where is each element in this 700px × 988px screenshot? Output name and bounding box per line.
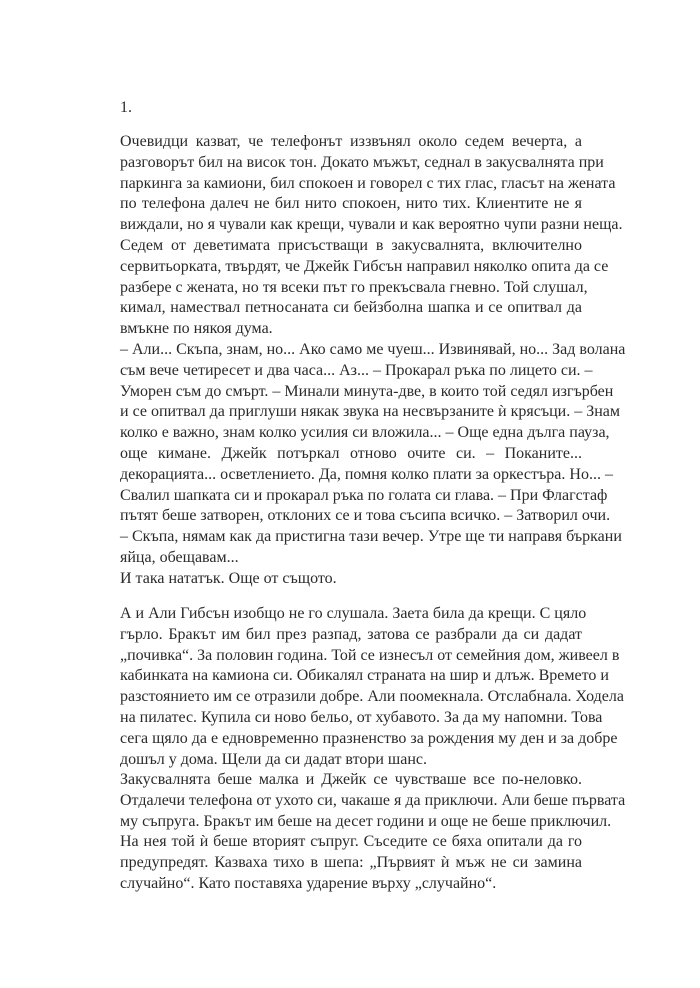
paragraph-line: Закусвалнята беше малка и Джейк се чувстваше все по-неловко.: [120, 771, 582, 788]
paragraph-line: разстоянието им се отразили добре. Али поомекнала. Отслабнала. Ходела: [120, 688, 624, 706]
paragraph-line: виждали, но я чували как крещи, чували и как вероятно чупи разни неща.: [120, 216, 623, 234]
paragraph-3: [120, 569, 582, 590]
paragraph-line: пътят беше затворен, отклоних се и това съсипа всичко. – Затворил очи.: [120, 507, 611, 525]
paragraph-line: Уморен съм до смърт. – Минали минута-две, в които той седял изгърбен: [120, 382, 614, 400]
paragraph-line: вмъкне по някоя дума.: [120, 320, 273, 338]
paragraph-line: кимал, намествал петносаната си бейзболна шапка и се опитвал да: [120, 299, 582, 317]
paragraph-line: И така нататък. Още от същото.: [120, 570, 337, 587]
paragraph-line: разговорът бил на висок тон. Докато мъжът, седнал в закусвалнята при: [120, 153, 604, 171]
paragraph-line: Свалил шапката си и прокарал ръка по голата си глава. – При Флагстаф: [120, 486, 608, 504]
paragraph-line: случайно“. Като поставяха ударение върху „случайно“.: [120, 874, 497, 892]
paragraph-line: още кимане. Джейк потъркал отново очите си. – Поканите...: [120, 444, 582, 462]
paragraph-line: колко е важно, знам колко усилия си вложила... – Още една дълга пауза,: [120, 424, 610, 442]
paragraph-line: яйца, обещавам...: [120, 548, 239, 566]
paragraph-line: А и Али Гибсън изобщо не го слушала. Заета била да крещи. С цяло: [120, 605, 587, 622]
paragraph-line: паркинга за камиони, бил спокоен и говорел с тих глас, гласът на жената: [120, 174, 616, 192]
paragraph-line: и се опитвал да приглуши някак звука на несвързаните ѝ крясъци. – Знам: [120, 403, 621, 421]
paragraph-1: [120, 132, 623, 340]
paragraph-line: Отдалечи телефона от ухото си, чакаше я да приключи. Али беше първата: [120, 791, 626, 809]
paragraph-line: кабинката на камиона си. Обикалял страната на шир и длъж. Времето и: [120, 667, 609, 685]
paragraph-line: по телефона далеч не бил нито спокоен, нито тих. Клиентите не я: [120, 195, 582, 213]
paragraph-5: [120, 770, 626, 895]
paragraph-line: На нея той ѝ беше вторият съпруг. Съседите се бяха опитали да го: [120, 833, 582, 851]
paragraph-line: – Скъпа, нямам как да пристигна тази вечер. Утре ще ти направя бъркани: [120, 528, 622, 546]
paragraph-line: Седем от деветимата присъстващи в закусвалнята, включително: [120, 236, 582, 254]
paragraph-line: гърло. Бракът им бил през разпад, затова се разбрали да си дадат: [120, 625, 582, 643]
paragraph-line: дошъл у дома. Щели да си дадат втори шанс.: [120, 750, 428, 768]
paragraph-line: му съпруга. Бракът им беше на десет години и още не беше приключил.: [120, 812, 612, 830]
paragraph-line: сервитьорката, твърдят, че Джейк Гибсън направил няколко опита да се: [120, 257, 609, 275]
paragraph-2: [120, 340, 626, 569]
paragraph-line: Очевидци казват, че телефонът иззвънял около седем вечерта, а: [120, 133, 582, 150]
paragraph-line: декорацията... осветлението. Да, помня колко плати за оркестъра. Но... –: [120, 465, 613, 483]
paragraph-line: „почивка“. За половин година. Той се изнесъл от семейния дом, живеел в: [120, 646, 620, 664]
paragraph-line: съм вече четиресет и два часа... Аз... – Прокарал ръка по лицето си. –: [120, 361, 593, 379]
paragraph-line: предупредят. Казваха тихо в шепа: „Първият ѝ мъж не си замина: [120, 854, 582, 872]
paragraph-line: на пилатес. Купила си ново бельо, от хубавото. За да му напомни. Това: [120, 708, 603, 726]
paragraph-4: [120, 604, 624, 770]
paragraph-line: разбере с жената, но тя всеки път го прекъсвала гневно. Той слушал,: [120, 278, 588, 296]
paragraph-line: – Али... Скъпа, знам, но... Ако само ме чуеш... Извинявай, но... Зад волана: [120, 341, 626, 358]
paragraph-line: сега щяло да е едновременно празненство за рождения му ден и за добре: [120, 729, 618, 747]
chapter-number: 1.: [120, 99, 132, 116]
